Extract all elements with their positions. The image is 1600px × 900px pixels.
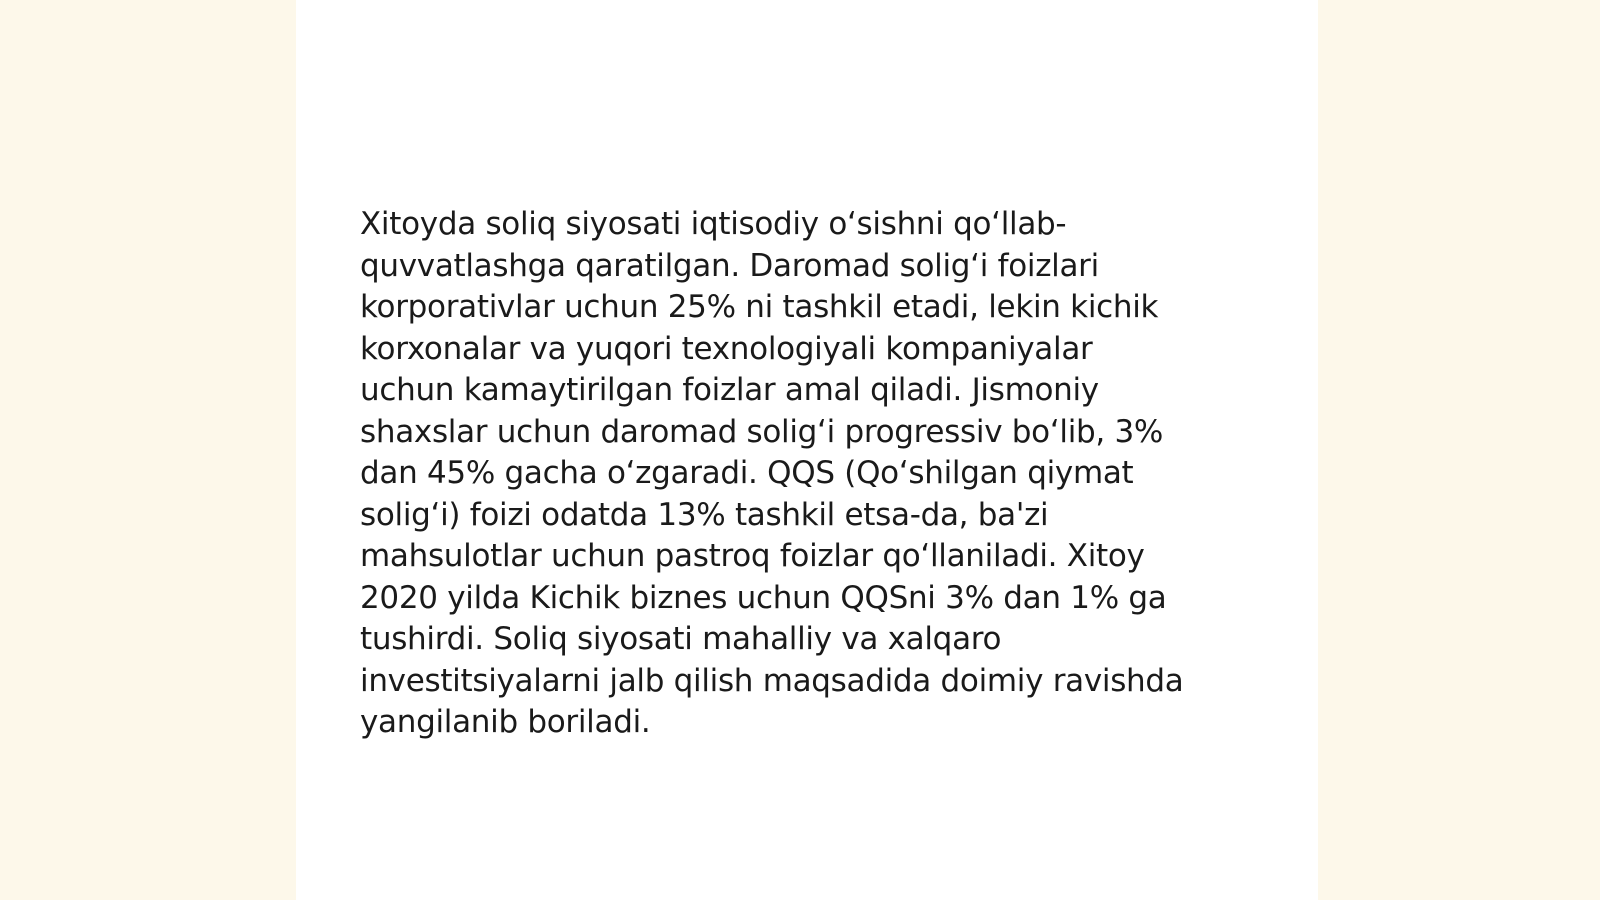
document-page [296, 0, 1318, 900]
paragraph-line: shaxslar uchun daromad solig‘i progressiv bo‘lib, 3% [360, 413, 1164, 450]
paragraph-line: korxonalar va yuqori texnologiyali kompaniyalar [360, 330, 1093, 367]
paragraph-line: 2020 yilda Kichik biznes uchun QQSni 3% dan 1% ga [360, 579, 1167, 616]
paragraph-line: uchun kamaytirilgan foizlar amal qiladi. Jismoniy [360, 372, 1099, 408]
paragraph-line: mahsulotlar uchun pastroq foizlar qo‘llaniladi. Xitoy [360, 538, 1145, 574]
paragraph-line: solig‘i) foizi odatda 13% tashkil etsa-da, ba'zi [360, 496, 1049, 533]
paragraph-line: quvvatlashga qaratilgan. Daromad solig‘i foizlari [360, 247, 1099, 284]
paragraph-line: Xitoyda soliq siyosati iqtisodiy o‘sishni qo‘llab- [360, 206, 1067, 242]
paragraph-line: korporativlar uchun 25% ni tashkil etadi, lekin kichik [360, 289, 1159, 325]
body-paragraph [360, 204, 1240, 744]
paragraph-line: investitsiyalarni jalb qilish maqsadida doimiy ravishda [360, 662, 1184, 699]
paragraph-line: dan 45% gacha o‘zgaradi. QQS (Qo‘shilgan qiymat [360, 455, 1134, 491]
paragraph-line: yangilanib boriladi. [360, 704, 651, 740]
paragraph-line: tushirdi. Soliq siyosati mahalliy va xalqaro [360, 621, 1002, 657]
